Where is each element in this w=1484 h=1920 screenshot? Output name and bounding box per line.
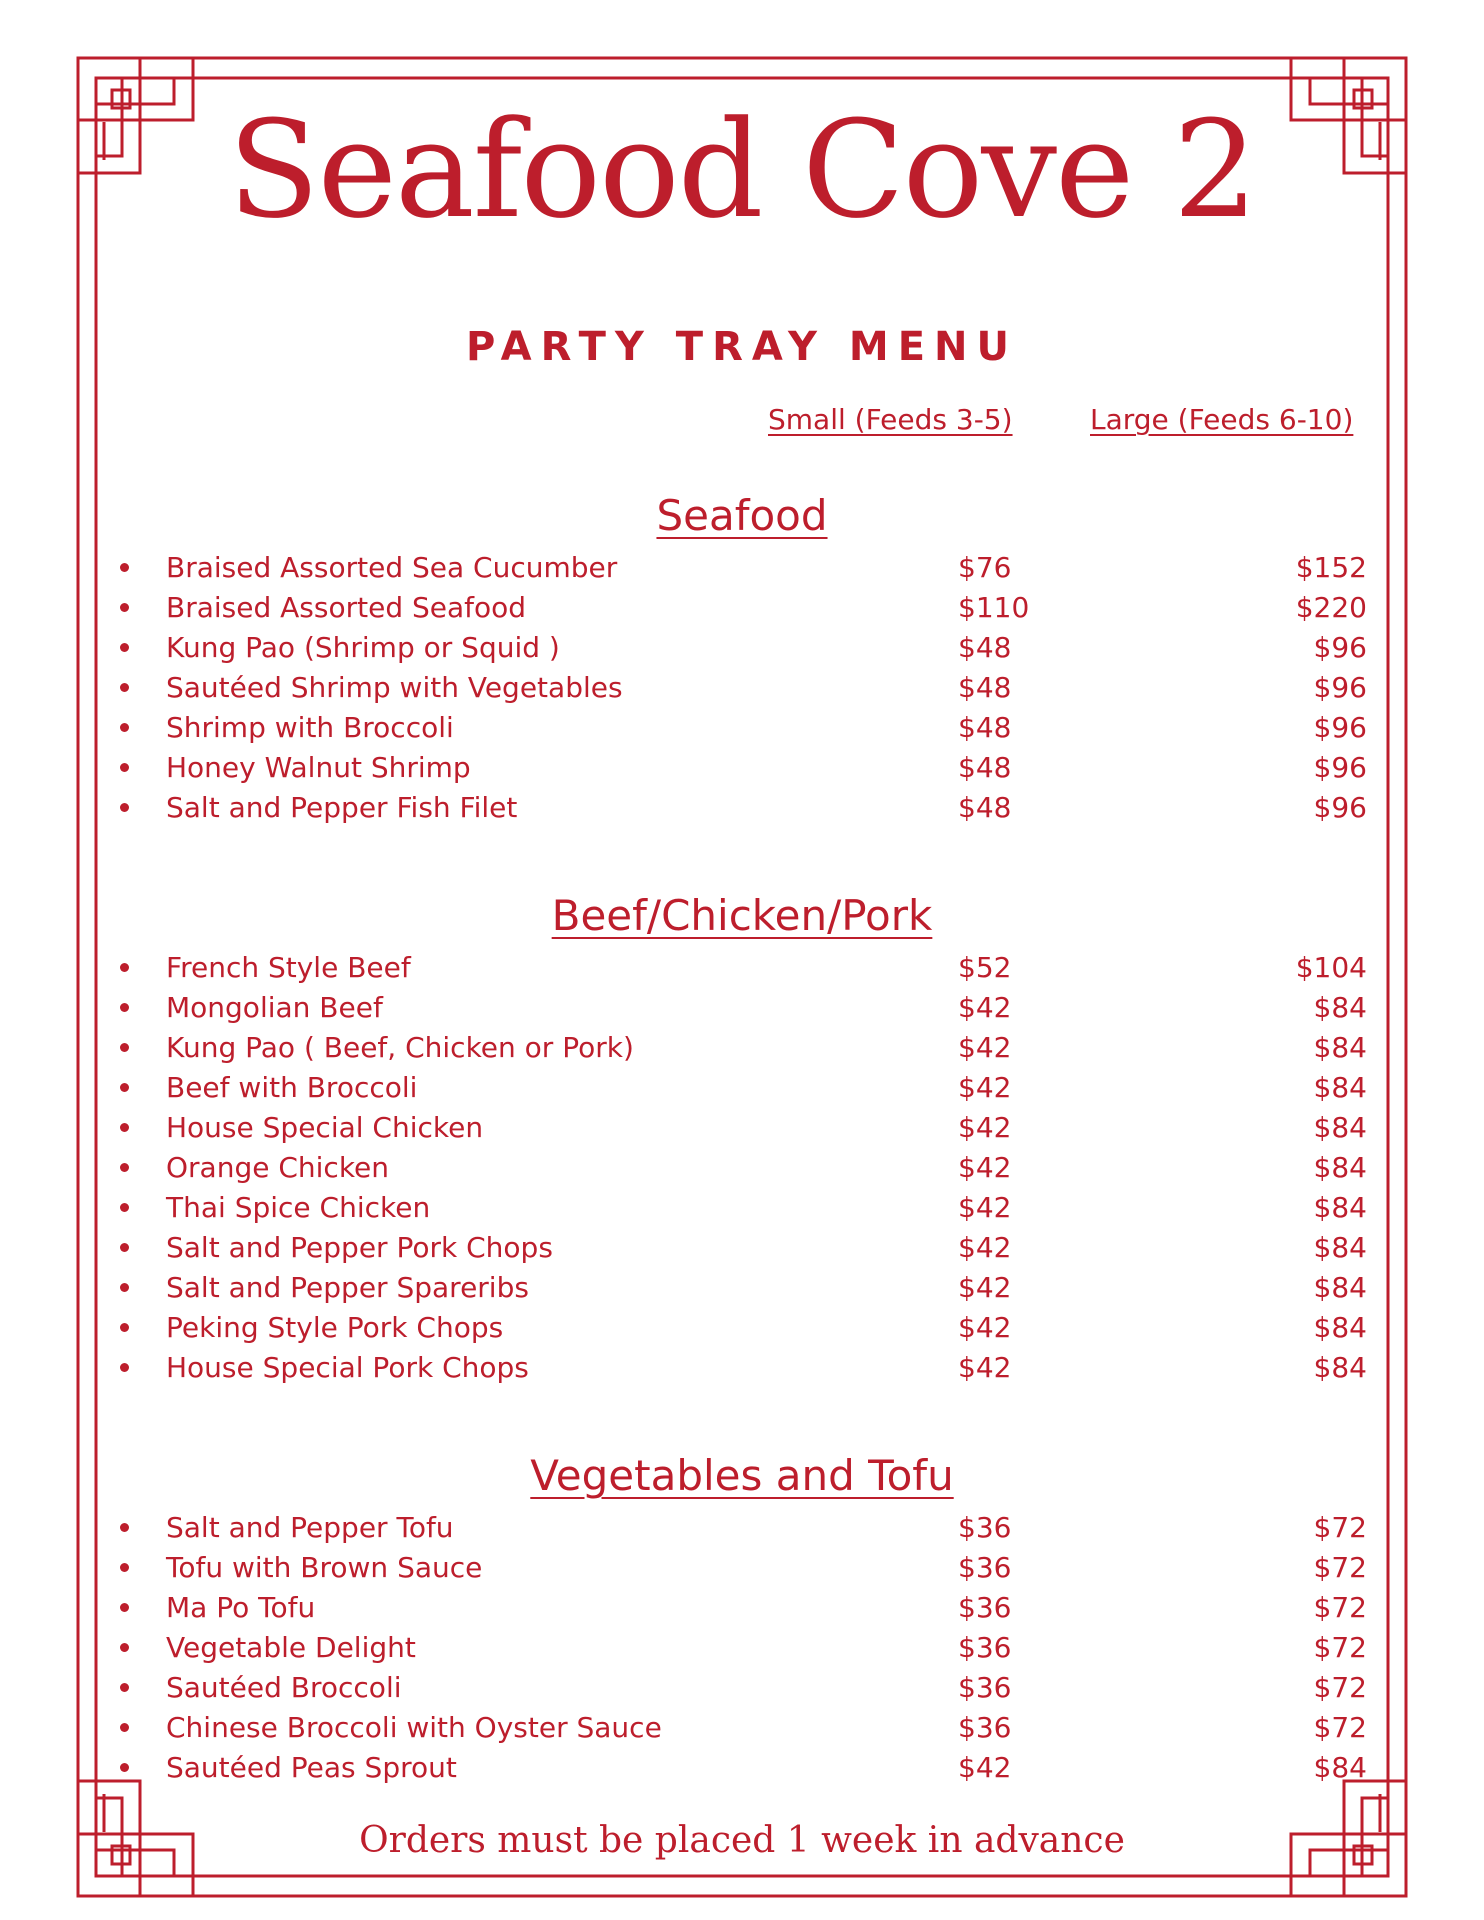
item-name: House Special Chicken: [166, 1111, 484, 1144]
item-name: Shrimp with Broccoli: [166, 711, 454, 744]
bullet-icon: [120, 803, 129, 812]
item-name: Sautéed Peas Sprout: [166, 1751, 457, 1784]
item-price-small: $36: [958, 1671, 1012, 1704]
item-price-large: $72: [1313, 1511, 1367, 1544]
menu-item: [0, 668, 1484, 708]
item-name: Braised Assorted Sea Cucumber: [166, 551, 618, 584]
item-price-large: $84: [1313, 1151, 1367, 1184]
bullet-icon: [120, 963, 129, 972]
menu-item: [0, 1348, 1484, 1388]
item-price-large: $72: [1313, 1671, 1367, 1704]
item-price-large: $152: [1295, 551, 1367, 584]
item-price-large: $104: [1295, 951, 1367, 984]
item-name: Sautéed Broccoli: [166, 1671, 402, 1704]
item-price-small: $36: [958, 1551, 1012, 1584]
item-price-small: $48: [958, 791, 1012, 824]
menu-item: [0, 1148, 1484, 1188]
menu-item: [0, 1268, 1484, 1308]
bullet-icon: [120, 1243, 129, 1252]
item-price-large: $84: [1313, 1191, 1367, 1224]
item-name: Tofu with Brown Sauce: [166, 1551, 483, 1584]
menu-item: [0, 988, 1484, 1028]
item-price-large: $72: [1313, 1711, 1367, 1744]
item-price-small: $42: [958, 1071, 1012, 1104]
bullet-icon: [120, 1523, 129, 1532]
item-price-small: $48: [958, 711, 1012, 744]
menu-item: [0, 748, 1484, 788]
item-name: Thai Spice Chicken: [166, 1191, 431, 1224]
item-name: Chinese Broccoli with Oyster Sauce: [166, 1711, 662, 1744]
menu-item: [0, 1508, 1484, 1548]
item-name: Kung Pao (Shrimp or Squid ): [166, 631, 560, 664]
item-name: Salt and Pepper Spareribs: [166, 1271, 529, 1304]
bullet-icon: [120, 723, 129, 732]
bullet-icon: [120, 1683, 129, 1692]
item-price-small: $48: [958, 671, 1012, 704]
bullet-icon: [120, 1763, 129, 1772]
item-name: Peking Style Pork Chops: [166, 1311, 504, 1344]
item-price-large: $72: [1313, 1631, 1367, 1664]
menu-item: [0, 548, 1484, 588]
menu-item: [0, 628, 1484, 668]
item-price-small: $110: [958, 591, 1030, 624]
item-price-small: $42: [958, 1231, 1012, 1264]
item-name: French Style Beef: [166, 951, 411, 984]
item-price-large: $96: [1313, 791, 1367, 824]
item-price-small: $42: [958, 1311, 1012, 1344]
bullet-icon: [120, 1083, 129, 1092]
item-price-small: $42: [958, 1031, 1012, 1064]
item-price-large: $84: [1313, 1071, 1367, 1104]
item-price-small: $36: [958, 1631, 1012, 1664]
bullet-icon: [120, 1203, 129, 1212]
item-price-large: $96: [1313, 671, 1367, 704]
restaurant-name: Seafood Cove 2: [227, 92, 1257, 248]
item-price-large: $96: [1313, 751, 1367, 784]
item-price-large: $84: [1313, 1231, 1367, 1264]
bullet-icon: [120, 683, 129, 692]
item-price-small: $48: [958, 631, 1012, 664]
item-name: Salt and Pepper Pork Chops: [166, 1231, 553, 1264]
menu-item: [0, 1588, 1484, 1628]
bullet-icon: [120, 643, 129, 652]
item-name: Salt and Pepper Tofu: [166, 1511, 454, 1544]
item-price-large: $84: [1313, 1311, 1367, 1344]
menu-title: PARTY TRAY MENU: [466, 324, 1018, 370]
item-price-large: $84: [1313, 991, 1367, 1024]
item-price-large: $220: [1295, 591, 1367, 624]
item-price-large: $84: [1313, 1031, 1367, 1064]
item-price-large: $84: [1313, 1111, 1367, 1144]
item-price-small: $42: [958, 1751, 1012, 1784]
bullet-icon: [120, 1043, 129, 1052]
item-price-small: $36: [958, 1711, 1012, 1744]
section-title-vegetables-tofu: Vegetables and Tofu: [530, 1451, 954, 1500]
item-price-large: $72: [1313, 1551, 1367, 1584]
item-price-small: $42: [958, 1351, 1012, 1384]
item-name: Mongolian Beef: [166, 991, 383, 1024]
menu-item: [0, 1108, 1484, 1148]
item-price-large: $84: [1313, 1271, 1367, 1304]
item-price-large: $84: [1313, 1351, 1367, 1384]
item-price-large: $72: [1313, 1591, 1367, 1624]
item-price-small: $42: [958, 1151, 1012, 1184]
bullet-icon: [120, 1723, 129, 1732]
item-price-small: $76: [958, 551, 1012, 584]
item-price-small: $42: [958, 1271, 1012, 1304]
item-name: Salt and Pepper Fish Filet: [166, 791, 518, 824]
menu-item: [0, 1308, 1484, 1348]
item-name: Ma Po Tofu: [166, 1591, 316, 1624]
menu-item: [0, 1668, 1484, 1708]
item-name: Kung Pao ( Beef, Chicken or Pork): [166, 1031, 634, 1064]
section-title-beef-chicken-pork: Beef/Chicken/Pork: [551, 891, 933, 940]
item-price-small: $52: [958, 951, 1012, 984]
item-name: Beef with Broccoli: [166, 1071, 418, 1104]
bullet-icon: [120, 1603, 129, 1612]
menu-item: [0, 948, 1484, 988]
item-price-small: $42: [958, 1191, 1012, 1224]
bullet-icon: [120, 1123, 129, 1132]
item-price-large: $96: [1313, 711, 1367, 744]
item-name: House Special Pork Chops: [166, 1351, 529, 1384]
menu-item: [0, 1548, 1484, 1588]
menu-item: [0, 588, 1484, 628]
menu-item: [0, 1628, 1484, 1668]
bullet-icon: [120, 1323, 129, 1332]
item-name: Orange Chicken: [166, 1151, 390, 1184]
bullet-icon: [120, 1163, 129, 1172]
item-name: Vegetable Delight: [166, 1631, 416, 1664]
column-header-small: Small (Feeds 3-5): [768, 403, 1013, 436]
menu-item: [0, 708, 1484, 748]
section-title-seafood: Seafood: [656, 491, 828, 540]
item-price-small: $36: [958, 1591, 1012, 1624]
menu-item: [0, 1748, 1484, 1788]
item-price-small: $36: [958, 1511, 1012, 1544]
bullet-icon: [120, 1283, 129, 1292]
menu-item: [0, 1708, 1484, 1748]
item-name: Braised Assorted Seafood: [166, 591, 527, 624]
menu-item: [0, 1188, 1484, 1228]
menu-item: [0, 788, 1484, 828]
bullet-icon: [120, 1363, 129, 1372]
item-price-large: $96: [1313, 631, 1367, 664]
bullet-icon: [120, 563, 129, 572]
item-price-small: $48: [958, 751, 1012, 784]
menu-item: [0, 1228, 1484, 1268]
item-price-small: $42: [958, 991, 1012, 1024]
bullet-icon: [120, 1003, 129, 1012]
item-name: Sautéed Shrimp with Vegetables: [166, 671, 623, 704]
item-price-small: $42: [958, 1111, 1012, 1144]
item-name: Honey Walnut Shrimp: [166, 751, 471, 784]
bullet-icon: [120, 1563, 129, 1572]
item-price-large: $84: [1313, 1751, 1367, 1784]
bullet-icon: [120, 603, 129, 612]
menu-item: [0, 1068, 1484, 1108]
bullet-icon: [120, 1643, 129, 1652]
column-header-large: Large (Feeds 6-10): [1090, 403, 1354, 436]
footer-note: Orders must be placed 1 week in advance: [359, 1820, 1125, 1861]
bullet-icon: [120, 763, 129, 772]
menu-item: [0, 1028, 1484, 1068]
